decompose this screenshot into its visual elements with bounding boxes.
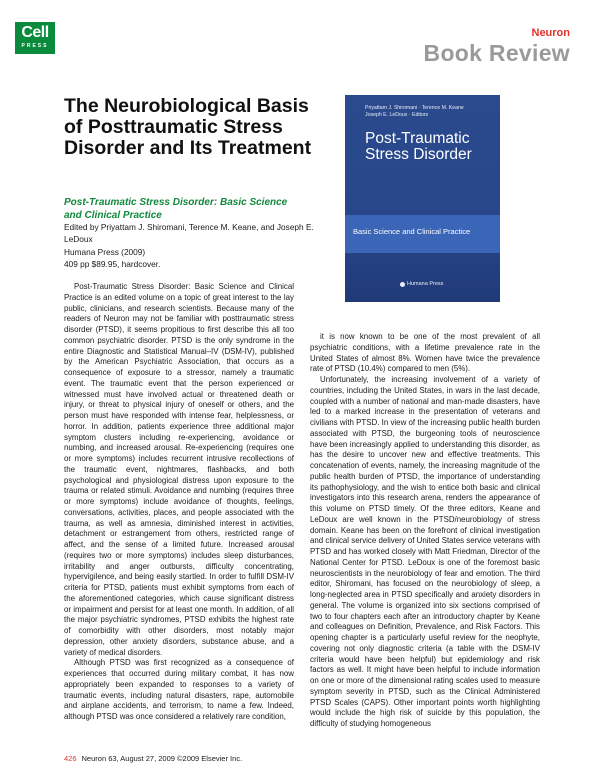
book-editors: Edited by Priyattam J. Shiromani, Terence M. Keane, and Joseph E. LeDoux [64, 222, 314, 245]
publisher-logo-icon [400, 282, 405, 287]
book-meta [64, 221, 314, 271]
paragraph: it is now known to be one of the most prevalent of all psychiatric conditions, with a lifetime prevalence rate in the United States of almost 8%. Women have twice the prevalence rate of PTSD (10.4%) compared to men (5%). [310, 332, 540, 374]
cover-title: Post-Traumatic Stress Disorder [365, 130, 472, 163]
book-title: Post-Traumatic Stress Disorder: Basic Science and Clinical Practice [64, 197, 288, 221]
page-footer [64, 754, 242, 763]
cover-subtitle: Basic Science and Clinical Practice [353, 227, 471, 236]
logo-press: PRESS [21, 43, 49, 49]
book-publisher: Humana Press (2009) [64, 246, 146, 257]
book-cover-image [345, 95, 500, 302]
paragraph: Unfortunately, the increasing involvement of a variety of countries, including the United States, in wars in the last decade, coupled with a number of national and man-made disasters, have led to a marked increase in the presentation of veterans and civilians with PTSD. In view of the increasing public health burden associated with PTSD, the burgeoning tools of neuroscience have been increasingly applied to understanding this disorder, as has the desire to uncover new and effective treatments. This concatenation of events, namely, the increasing magnitude of the public health burden of PTSD, the importance of understanding its pathophysiology, and the wish to entice both basic and clinical investigators into this research arena, renders the appearance of this volume on PTSD timely. Of the three editors, Keane and LeDoux are well known in the PTSD/neurobiology of stress domain. Keane has been on the forefront of clinical investigation and clinical service delivery of United States service veterans with PTSD and has worked closely with Matt Friedman, Director of the National Center for PTSD. LeDoux is one of the foremost basic neuroscientists in the neurobiology of fear and emotion. The third editor, Shiromani, has focused on the neurobiology of sleep, a long-neglected area in PTSD specifically and anxiety disorders in general. The volume is organized into six sections comprised of two to four chapters each after an introductory chapter by Keane and colleagues on Definition, Prevalence, and Risk Factors. This opening chapter is a particularly useful review for the neophyte, covering not only diagnostic criteria (a table with the DSM-IV criteria would have been helpful) but epidemiology and risk factors as well. It might have been helpful to include information on one or more of the dimensional rating scales used to measure symptom severity in PTSD, such as the Clinical Administered PTSD Scales (CAPS). Other important points worth highlighting would include the high risk of suicide by this population, the difficulty of studying homogeneous [310, 375, 540, 728]
cover-publisher: Humana Press [407, 281, 444, 287]
citation: Neuron 63, August 27, 2009 ©2009 Elsevier Inc. [81, 754, 243, 763]
body-column-right [310, 332, 540, 730]
section-heading: Book Review [423, 40, 570, 66]
cover-editors-line1: Priyattam J. Shiromani · Terence M. Keane [365, 105, 464, 111]
page-number: 426 [64, 754, 77, 763]
cell-press-logo [15, 22, 55, 54]
cover-subtitle-band [345, 215, 500, 253]
body-column-left [64, 282, 294, 723]
article-title: The Neurobiological Basis of Posttraumatic Stress Disorder and Its Treatment [64, 95, 312, 159]
paragraph: Post-Traumatic Stress Disorder: Basic Science and Clinical Practice is an edited volume on a topic of great interest to the lay public, clinicians, and research scientists. Because many of the readers of Neuron may not be familiar with posttraumatic stress disorder (PTSD), it seems propitious to first describe this all too common psychiatric disorder. PTSD is the only syndrome in the entire Diagnostic and Statistical Manual–IV (DSM-IV), published by the American Psychiatric Association, that occurs as a consequence of exposure to a stressor, namely a traumatic event. The traumatic event that the person experienced or witnessed must have involved actual or threatened death or injury, or threat to physical injury of oneself or others, and the person must have responded with intense fear, helplessness, or horror. In addition, patients experience three additional major symptom clusters including re-experiencing, avoidance or numbing, and increased arousal. Re-experiencing (requires one or more symptoms) includes recurrent intrusive recollections of the traumatic event, nightmares, flashbacks, and both psychological and physiological distress upon exposure to the trauma or related stimuli. Avoidance and numbing (requires three or more symptoms) include avoidance of thoughts, feelings, conversations, activities, places, and people associated with the trauma, as well as amnesia, diminished interest in activities, detachment or estrangement from others, restricted range of affect, and the sense of a limited future. Increased arousal (requires two or more symptoms) includes sleep disturbances, irritability and anger outbursts, difficulty concentrating, hypervigilence, and being easily startled. In order to fulfill DSM-IV criteria for PTSD, patients must exhibit symptoms from each of the aforementioned categories, which cause significant distress or impairment and persist for at least one month. In addition, of all the major psychiatric syndromes, PTSD exhibits the highest rate of comorbidity with other disorders, most notably major depression, other anxiety disorders, substance abuse, and a variety of medical disorders. [64, 282, 294, 657]
cover-editors [365, 105, 464, 119]
book-details: 409 pp $89.95, hardcover. [64, 259, 161, 270]
journal-name: Neuron [531, 27, 570, 39]
logo-word: Cell [21, 24, 49, 41]
cover-editors-line2: Joseph E. LeDoux · Editors [365, 112, 429, 118]
paragraph: Although PTSD was first recognized as a consequence of experiences that occurred during military combat, it has now appropriately been expanded to responses to a variety of traumatic events, including natural disasters, rape, automobile and airplane accidents, and terrorism, to name a few. Indeed, although PTSD was once considered a relatively rare condition, [64, 658, 294, 721]
